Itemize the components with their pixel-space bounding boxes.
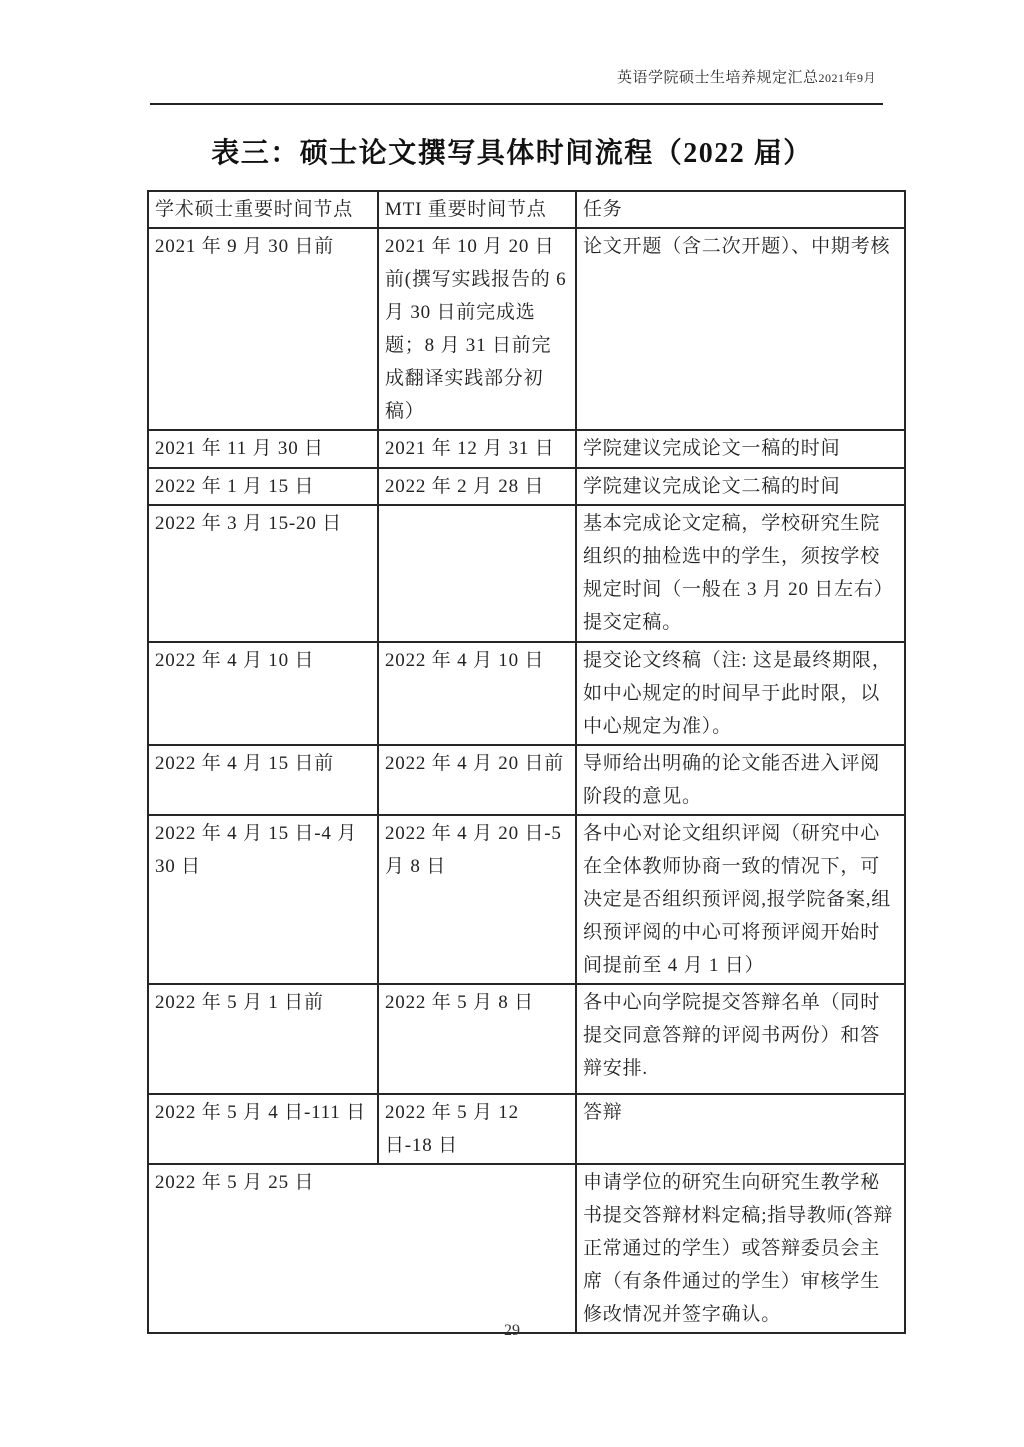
cell-mti: 2022 年 4 月 20 日前: [378, 745, 576, 815]
cell-task: 申请学位的研究生向研究生教学秘书提交答辩材料定稿;指导教师(答辩正常通过的学生）或答辩委员会主席（有条件通过的学生）审核学生修改情况并签字确认。: [576, 1164, 905, 1333]
header-divider: [150, 103, 883, 105]
page-title: 表三：硕士论文撰写具体时间流程（2022 届）: [211, 138, 813, 169]
table-row: [148, 745, 905, 815]
table-row: [148, 1094, 905, 1164]
running-header-title: 英语学院硕士生培养规定汇总: [616, 70, 819, 86]
cell-task: 学院建议完成论文二稿的时间: [576, 468, 905, 505]
cell-academic: 2022 年 1 月 15 日: [148, 468, 378, 505]
cell-mti: 2022 年 4 月 20 日-5 月 8 日: [378, 815, 576, 984]
cell-academic: 2022 年 4 月 15 日前: [148, 745, 378, 815]
cell-task: 论文开题（含二次开题）、中期考核: [576, 228, 905, 430]
table-row: [148, 468, 905, 505]
table-row-merged: [148, 1164, 905, 1333]
header-cell-academic: 学术硕士重要时间节点: [148, 191, 378, 228]
table-row: [148, 505, 905, 642]
running-header-date: 2021年9月: [818, 71, 876, 85]
cell-task: 各中心向学院提交答辩名单（同时提交同意答辩的评阅书两份）和答辩安排.: [576, 984, 905, 1094]
cell-task: 基本完成论文定稿，学校研究生院组织的抽检选中的学生，须按学校规定时间（一般在 3 月 20 日左右）提交定稿。: [576, 505, 905, 642]
cell-mti: 2022 年 2 月 28 日: [378, 468, 576, 505]
cell-mti: 2022 年 4 月 10 日: [378, 642, 576, 745]
schedule-table: [147, 190, 906, 1334]
cell-mti: 2021 年 10 月 20 日前(撰写实践报告的 6 月 30 日前完成选题；8 月 31 日前完成翻译实践部分初稿）: [378, 228, 576, 430]
cell-academic: 2022 年 4 月 15 日-4 月 30 日: [148, 815, 378, 984]
cell-mti: 2022 年 5 月 12 日-18 日: [378, 1094, 576, 1164]
table-row: [148, 984, 905, 1094]
page-number: 29: [504, 1322, 520, 1339]
table-row: [148, 430, 905, 468]
cell-academic: 2021 年 11 月 30 日: [148, 430, 378, 468]
cell-task: 答辩: [576, 1094, 905, 1164]
running-header: [617, 66, 876, 87]
cell-task: 学院建议完成论文一稿的时间: [576, 430, 905, 468]
table-header-row: [148, 191, 905, 228]
cell-academic: 2022 年 3 月 15-20 日: [148, 505, 378, 642]
header-cell-mti: MTI 重要时间节点: [378, 191, 576, 228]
cell-academic: 2022 年 5 月 1 日前: [148, 984, 378, 1094]
cell-mti: [378, 505, 576, 642]
cell-task: 提交论文终稿（注: 这是最终期限，如中心规定的时间早于此时限，以中心规定为准）。: [576, 642, 905, 745]
cell-mti: 2022 年 5 月 8 日: [378, 984, 576, 1094]
cell-academic: 2022 年 5 月 4 日-111 日: [148, 1094, 378, 1164]
cell-task: 导师给出明确的论文能否进入评阅阶段的意见。: [576, 745, 905, 815]
table-row: [148, 228, 905, 430]
cell-task: 各中心对论文组织评阅（研究中心在全体教师协商一致的情况下，可决定是否组织预评阅,报学院备案,组织预评阅的中心可将预评阅开始时间提前至 4 月 1 日）: [576, 815, 905, 984]
table-row: [148, 815, 905, 984]
cell-academic: 2022 年 4 月 10 日: [148, 642, 378, 745]
cell-mti: 2021 年 12 月 31 日: [378, 430, 576, 468]
table-row: [148, 642, 905, 745]
cell-merged-date: 2022 年 5 月 25 日: [148, 1164, 576, 1333]
header-cell-task: 任务: [576, 191, 905, 228]
cell-academic: 2021 年 9 月 30 日前: [148, 228, 378, 430]
